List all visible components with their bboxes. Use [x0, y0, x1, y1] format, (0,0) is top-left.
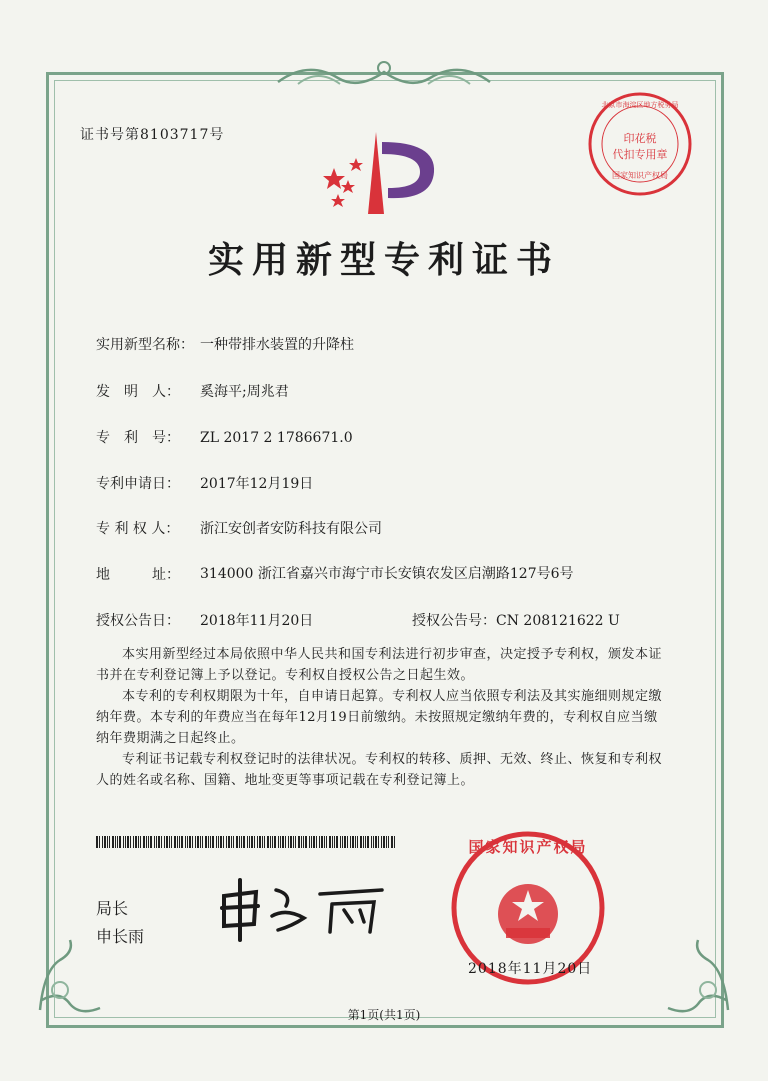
- field-label: 实用新型名称：: [96, 337, 194, 353]
- field-address: [96, 564, 580, 584]
- field-value: ZL 2017 2 1786671.0: [200, 430, 353, 446]
- field-value: 2017年12月19日: [200, 476, 314, 492]
- tax-stamp-line-2: 印花税: [623, 132, 657, 145]
- field-label: 专 利 权 人：: [96, 521, 180, 537]
- director-title: 局长: [96, 899, 129, 918]
- certificate-title: 实用新型专利证书: [207, 240, 560, 281]
- tax-stamp-line-4: 国家知识产权局: [612, 171, 668, 180]
- body-paragraph: 专利证书记载专利权登记时的法律状况。专利权的转移、质押、无效、终止、恢复和专利权人的姓名或名称、国籍、地址变更等事项记载在专利登记簿上。: [96, 752, 663, 788]
- field-label: 发 明 人：: [96, 384, 180, 400]
- barcode: [96, 836, 396, 848]
- field-grant-date: [96, 610, 313, 630]
- field-patentee: [96, 518, 382, 538]
- patent-office-logo: [318, 128, 438, 220]
- field-value: 2018年11月20日: [200, 613, 314, 629]
- field-label: 授权公告日：: [96, 613, 180, 629]
- certificate-body: [96, 644, 666, 791]
- tax-stamp-line-1: 北京市海淀区地方税务局: [601, 101, 679, 109]
- field-value: CN 208121622 U: [496, 613, 620, 629]
- field-inventor: [96, 381, 289, 401]
- director-signature: [212, 872, 392, 944]
- field-value: 314000 浙江省嘉兴市海宁市长安镇农发区启潮路127号6号: [200, 566, 574, 582]
- tax-stamp-line-3: 代扣专用章: [612, 148, 668, 161]
- field-label: 地 址：: [96, 567, 180, 583]
- page-footer: 第1页(共1页): [347, 1008, 421, 1022]
- field-label: 授权公告号：: [412, 613, 496, 629]
- body-paragraph: 本专利的专利权期限为十年，自申请日起算。专利权人应当依照专利法及其实施细则规定缴纳年费。本专利的年费应当在每年12月19日前缴纳。未按照规定缴纳年费的，专利权自应当缴纳年费期满之日起终止。: [96, 689, 663, 746]
- field-label: 专利申请日：: [96, 476, 180, 492]
- certificate-number: 证书号第8103717号: [80, 127, 225, 143]
- field-application-date: [96, 473, 313, 493]
- field-publication-number: [412, 610, 620, 630]
- field-value: 奚海平;周兆君: [200, 384, 289, 400]
- field-value: 浙江安创者安防科技有限公司: [200, 521, 382, 537]
- top-ornament: [268, 54, 500, 94]
- seal-date: 2018年11月20日: [468, 961, 593, 977]
- body-paragraph: 本实用新型经过本局依照中华人民共和国专利法进行初步审查，决定授予专利权，颁发本证书并在专利登记簿上予以登记。专利权自授权公告之日起生效。: [96, 647, 663, 683]
- field-utility-model-name: [96, 334, 354, 354]
- director-name: 申长雨: [96, 927, 145, 946]
- field-patent-number: [96, 427, 353, 447]
- field-label: 专 利 号：: [96, 430, 180, 446]
- seal-text: 国家知识产权局: [468, 838, 588, 856]
- field-value: 一种带排水装置的升降柱: [200, 337, 354, 353]
